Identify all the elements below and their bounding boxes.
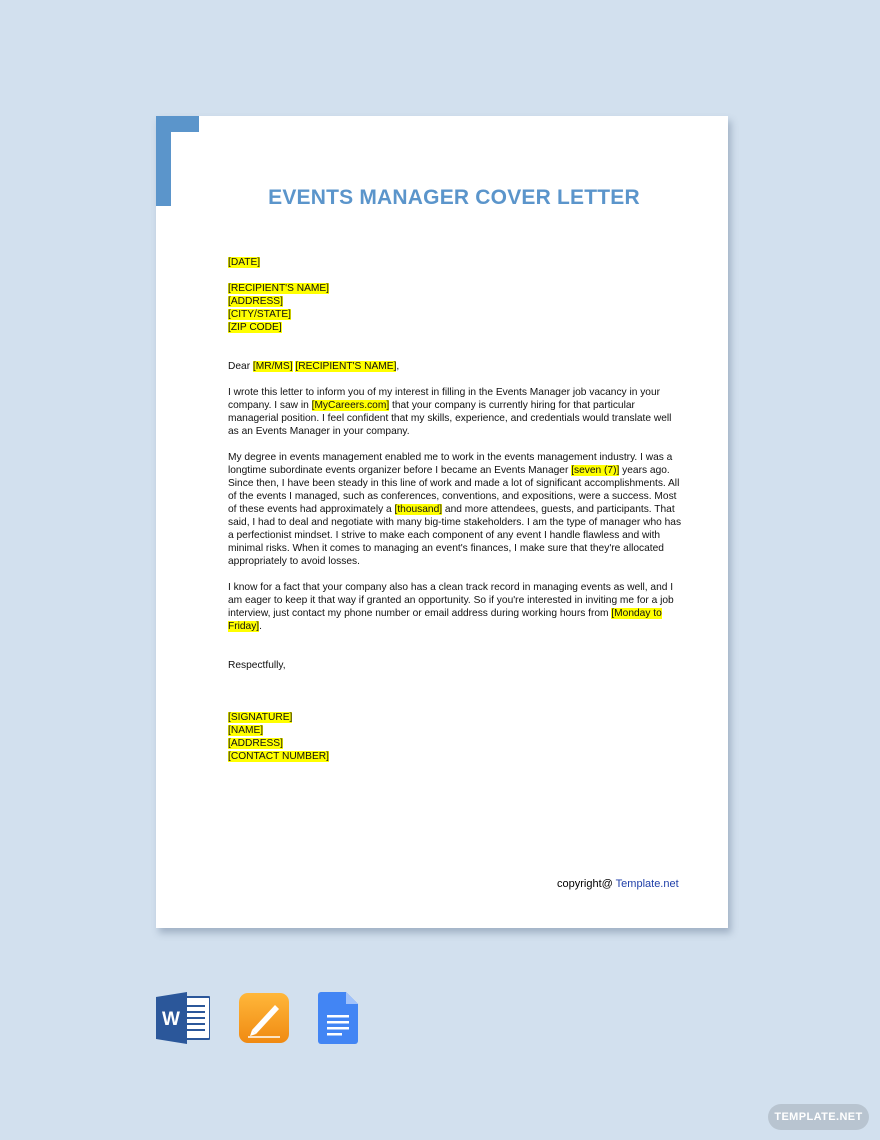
- recipient-city-state: [CITY/STATE]: [228, 309, 292, 320]
- salutation-name: [RECIPIENT'S NAME]: [295, 361, 397, 372]
- sender-name: [NAME]: [228, 725, 264, 736]
- closing: Respectfully,: [228, 660, 286, 671]
- recipient-name: [RECIPIENT'S NAME]: [228, 283, 330, 294]
- letter-body: [228, 256, 684, 763]
- template-net-badge[interactable]: TEMPLATE.NET: [768, 1104, 869, 1130]
- salutation: Dear [MR/MS] [RECIPIENT'S NAME],: [228, 361, 400, 372]
- document-title: EVENTS MANAGER COVER LETTER: [268, 186, 640, 209]
- highlight-years: [seven (7)]: [571, 465, 620, 476]
- recipient-address: [ADDRESS]: [228, 296, 283, 307]
- sender-contact: [CONTACT NUMBER]: [228, 751, 329, 762]
- sender-signature: [SIGNATURE]: [228, 712, 293, 723]
- paragraph-2: My degree in events management enabled me to work in the events management industry. I was a longtime subordinate events organizer before I became an Events Manager [seven (7)] years ago. Since then, I have been steady in this line of work and made a lot of significant accomplishments. All of the events I managed, such as conferences, conventions, and expositions, were a success. Most of these events had approximately a [thousand] and more attendees, guests, and participants. That said, I had to deal and negotiate with many big-time stakeholders. I am the type of manager who has a perfectionist mindset. I strive to make each component of any event I handle flawless and with minimal risks. When it comes to managing an event's finances, I make sure that they're allocated appropriately to avoid losses.: [228, 452, 682, 567]
- docs-icon[interactable]: [318, 992, 358, 1044]
- paragraph-1: I wrote this letter to inform you of my interest in filling in the Events Manager job vacancy in your company. I saw in [MyCareers.com] that your company is currently hiring for that particular managerial position. I feel confident that my skills, experience, and credentials would translate well as an Events Manager in your company.: [228, 387, 672, 437]
- copyright-notice: copyright@ Template.net: [557, 878, 679, 890]
- salutation-title: [MR/MS]: [252, 361, 293, 372]
- word-icon[interactable]: [156, 992, 210, 1044]
- sender-address: [ADDRESS]: [228, 738, 283, 749]
- sender-block: [228, 711, 684, 763]
- paragraph-3: I know for a fact that your company also has a clean track record in managing events as well, and I am eager to keep it that way if granted an opportunity. So if you're interested in inviting me for a job interview, just contact my phone number or email address during working hours from [Monday to Friday].: [228, 582, 674, 632]
- highlight-website: [MyCareers.com]: [311, 400, 390, 411]
- copyright-link[interactable]: Template.net: [615, 878, 679, 890]
- highlight-days: [Monday to Friday]: [228, 608, 662, 632]
- date-placeholder: [DATE]: [228, 257, 261, 268]
- document-page: [156, 116, 728, 928]
- recipient-zip: [ZIP CODE]: [228, 322, 282, 333]
- recipient-block: [228, 282, 684, 334]
- highlight-attendees: [thousand]: [394, 504, 443, 515]
- pages-icon[interactable]: [239, 993, 289, 1043]
- word-letter: W: [162, 1009, 180, 1030]
